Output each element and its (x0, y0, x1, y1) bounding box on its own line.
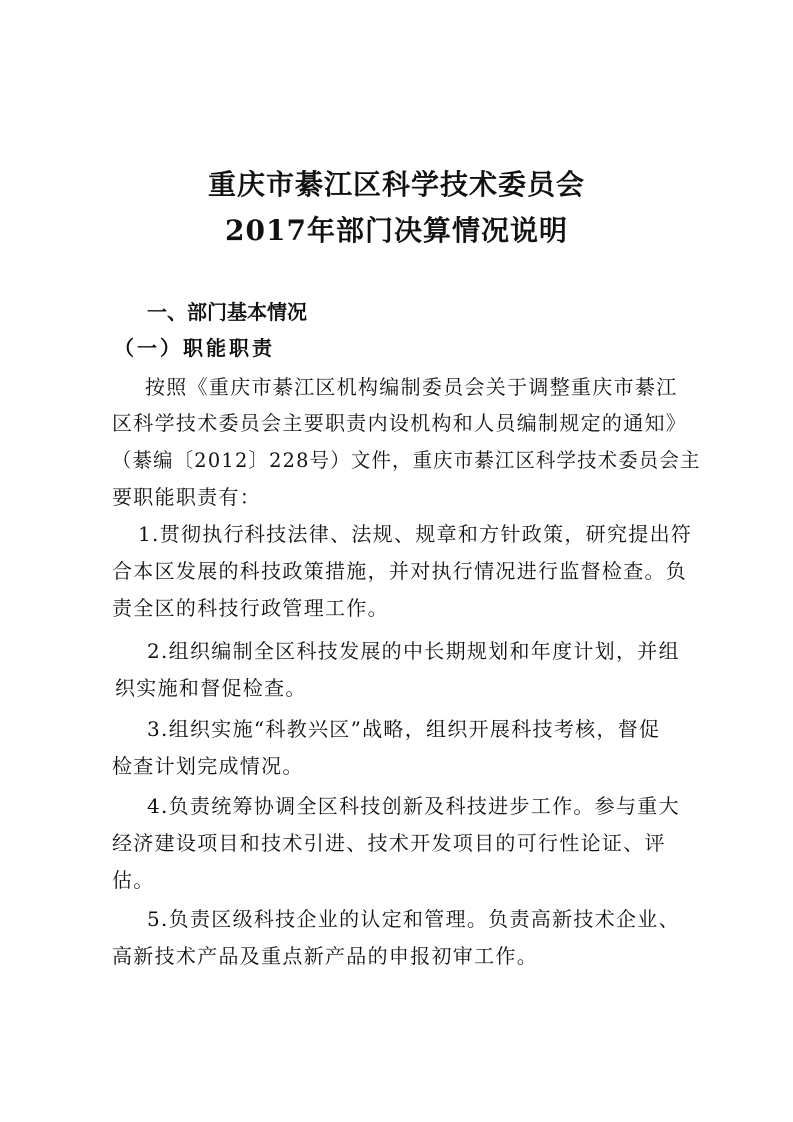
body-line: 经济建设项目和技术引进、技术开发项目的可行性论证、评 (112, 831, 666, 855)
body-line: 区科学技术委员会主要职责内设机构和人员编制规定的通知》 (112, 411, 688, 435)
body-line: （綦编〔2012〕228号）文件，重庆市綦江区科学技术委员会主 (112, 448, 701, 472)
body-line: 4.负责统筹协调全区科技创新及科技进步工作。参与重大 (147, 794, 680, 818)
body-line: 3.组织实施“科教兴区”战略，组织开展科技考核，督促 (147, 717, 661, 741)
subsection-heading: （一）职能职责 (114, 336, 275, 360)
body-line: 责全区的科技行政管理工作。 (112, 596, 389, 620)
document-title-line2: 2017年部门决算情况说明 (225, 214, 568, 247)
body-line: 按照《重庆市綦江区机构编制委员会关于调整重庆市綦江 (145, 375, 678, 399)
section-heading: 一、部门基本情况 (147, 300, 307, 324)
body-line: 2.组织编制全区科技发展的中长期规划和年度计划，并组 (147, 639, 680, 663)
body-line: 5.负责区级科技企业的认定和管理。负责高新技术企业、 (147, 907, 680, 931)
body-line: 合本区发展的科技政策措施，并对执行情况进行监督检查。负 (112, 559, 688, 583)
document-title-line1: 重庆市綦江区科学技术委员会 (207, 168, 585, 201)
body-line: 要职能职责有： (112, 485, 262, 509)
body-line: 高新技术产品及重点新产品的申报初审工作。 (112, 944, 538, 968)
body-line: 估。 (112, 868, 155, 892)
body-line: 织实施和督促检查。 (115, 676, 307, 700)
body-line: 检查计划完成情况。 (112, 754, 304, 778)
body-line: 1.贯彻执行科技法律、法规、规章和方针政策，研究提出符 (138, 522, 693, 546)
